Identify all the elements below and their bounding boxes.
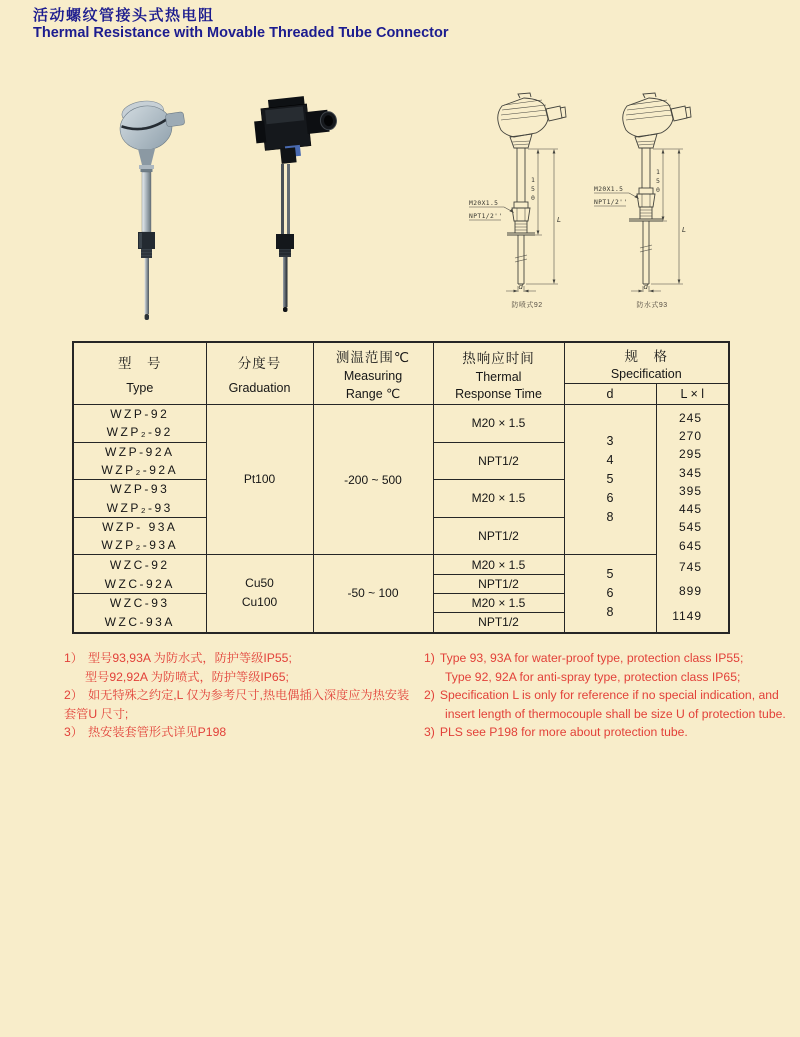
footnote-en-line: 2) Specification L is only for reference if no special indication, and — [424, 688, 779, 703]
measuring-range-cell: -200 ~ 500 — [313, 405, 433, 555]
product-photo-type93 — [233, 88, 338, 318]
col-header-spec-zh: 规 格 — [624, 349, 668, 364]
col-header-range — [313, 342, 433, 405]
drawing-92-caption: 防喷式92 — [511, 302, 543, 309]
footnote-zh-line: 套管U 尺寸; — [64, 706, 129, 721]
dim-L-label: L — [682, 226, 686, 234]
footnotes-zh — [64, 649, 426, 742]
thread-npt-label: NPT1/2'' — [594, 199, 628, 206]
footnote-zh-line: 3） 热安装套管形式详见P198 — [64, 725, 227, 740]
type-cell: WZP-92 — [73, 405, 206, 424]
col-header-spec-en: Specification — [610, 367, 682, 381]
drawing-93-lines — [593, 92, 708, 298]
diameter-cell: 5 6 8 — [564, 555, 656, 633]
footnote-en-line: 3) PLS see P198 for more about protection tube. — [424, 725, 688, 740]
thermal-response-cell: NPT1/2 — [433, 613, 564, 633]
col-header-type — [73, 342, 206, 405]
page-title-en: Thermal Resistance with Movable Threaded Tube Connector — [33, 25, 449, 41]
footnote-en-line: 1) Type 93, 93A for water-proof type, protection class IP55; — [424, 651, 744, 665]
product-photo-type92 — [98, 90, 198, 322]
col-header-range-zh: 测温范围℃ — [335, 350, 411, 366]
table-row — [73, 555, 729, 574]
col-header-d: d — [564, 384, 656, 405]
type-cell: WZC-92 — [73, 555, 206, 574]
length-cell: 245 270 295 345 395 445 545 645 745 899 1149 — [656, 405, 729, 633]
table-row — [73, 405, 729, 424]
type-cell: WZP- 93A — [73, 517, 206, 536]
footnote-en-line: insert length of thermocouple shall be size U of protection tube. — [445, 706, 786, 721]
col-header-response-en2: Response Time — [455, 386, 542, 401]
col-header-graduation-zh: 分度号 — [237, 356, 282, 372]
spec-table — [72, 341, 730, 634]
footnote-en-line: Type 92, 92A for anti-spray type, protection class IP65; — [445, 669, 741, 684]
thread-m20-label: M20X1.5 — [469, 200, 499, 207]
type-cell: WZP₂-92A — [73, 461, 206, 480]
thermal-response-cell: NPT1/2 — [433, 517, 564, 555]
col-header-specification — [564, 342, 729, 384]
technical-drawing-type92 — [468, 92, 586, 310]
footnote-zh-line: 型号92,92A 为防喷式，防护等级IP65; — [85, 669, 289, 684]
type-cell: WZC-93 — [73, 593, 206, 612]
diameter-cell: 3 4 5 6 8 — [564, 405, 656, 555]
col-header-range-en1: Measuring — [343, 369, 403, 383]
thermal-response-cell: NPT1/2 — [433, 442, 564, 480]
thermal-response-cell: M20 × 1.5 — [433, 555, 564, 574]
footnote-zh-line: 2） 如无特殊之约定,L 仅为参考尺寸,热电偶插入深度应为热安装 — [64, 688, 410, 703]
dim-150-label: 150 — [654, 168, 662, 195]
technical-drawing-type93 — [593, 92, 711, 310]
thermal-response-cell: NPT1/2 — [433, 574, 564, 593]
col-header-response-zh: 热响应时间 — [462, 350, 535, 366]
dim-d-label: d — [518, 283, 523, 291]
thread-npt-label: NPT1/2'' — [469, 213, 503, 220]
thermal-response-cell: M20 × 1.5 — [433, 480, 564, 518]
type-cell: WZP₂-93A — [73, 536, 206, 555]
type-cell: WZP₂-92 — [73, 423, 206, 442]
dim-L-label: L — [557, 216, 561, 224]
thread-m20-label: M20X1.5 — [594, 186, 624, 193]
page-title-zh: 活动螺纹管接头式热电阻 — [33, 7, 215, 24]
col-header-response — [433, 342, 564, 405]
col-header-type-en: Type — [126, 380, 154, 395]
thermal-response-cell: M20 × 1.5 — [433, 593, 564, 612]
type-cell: WZP-93 — [73, 480, 206, 499]
footnotes-en — [424, 649, 786, 742]
type-cell: WZP₂-93 — [73, 498, 206, 517]
drawing-93-caption: 防水式93 — [636, 302, 668, 309]
col-header-graduation — [206, 342, 313, 405]
type-cell: WZC-92A — [73, 574, 206, 593]
measuring-range-cell: -50 ~ 100 — [313, 555, 433, 633]
spec-table-body — [73, 405, 729, 633]
graduation-cell: Cu50 Cu100 — [206, 555, 313, 633]
footnote-zh-line: 1） 型号93,93A 为防水式，防护等级IP55; — [64, 651, 292, 665]
col-header-lxl: L × l — [656, 384, 729, 405]
dim-150-label: 150 — [529, 176, 537, 203]
col-header-graduation-en: Graduation — [228, 380, 291, 395]
graduation-cell: Pt100 — [206, 405, 313, 555]
type-cell: WZC-93A — [73, 613, 206, 633]
drawing-92-lines — [468, 92, 583, 298]
thermal-response-cell: M20 × 1.5 — [433, 405, 564, 443]
col-header-type-zh: 型 号 — [118, 356, 162, 372]
type-cell: WZP-92A — [73, 442, 206, 461]
dim-d-label: d — [643, 283, 648, 291]
col-header-response-en1: Thermal — [475, 369, 522, 384]
col-header-range-en2: Range ℃ — [345, 386, 401, 401]
